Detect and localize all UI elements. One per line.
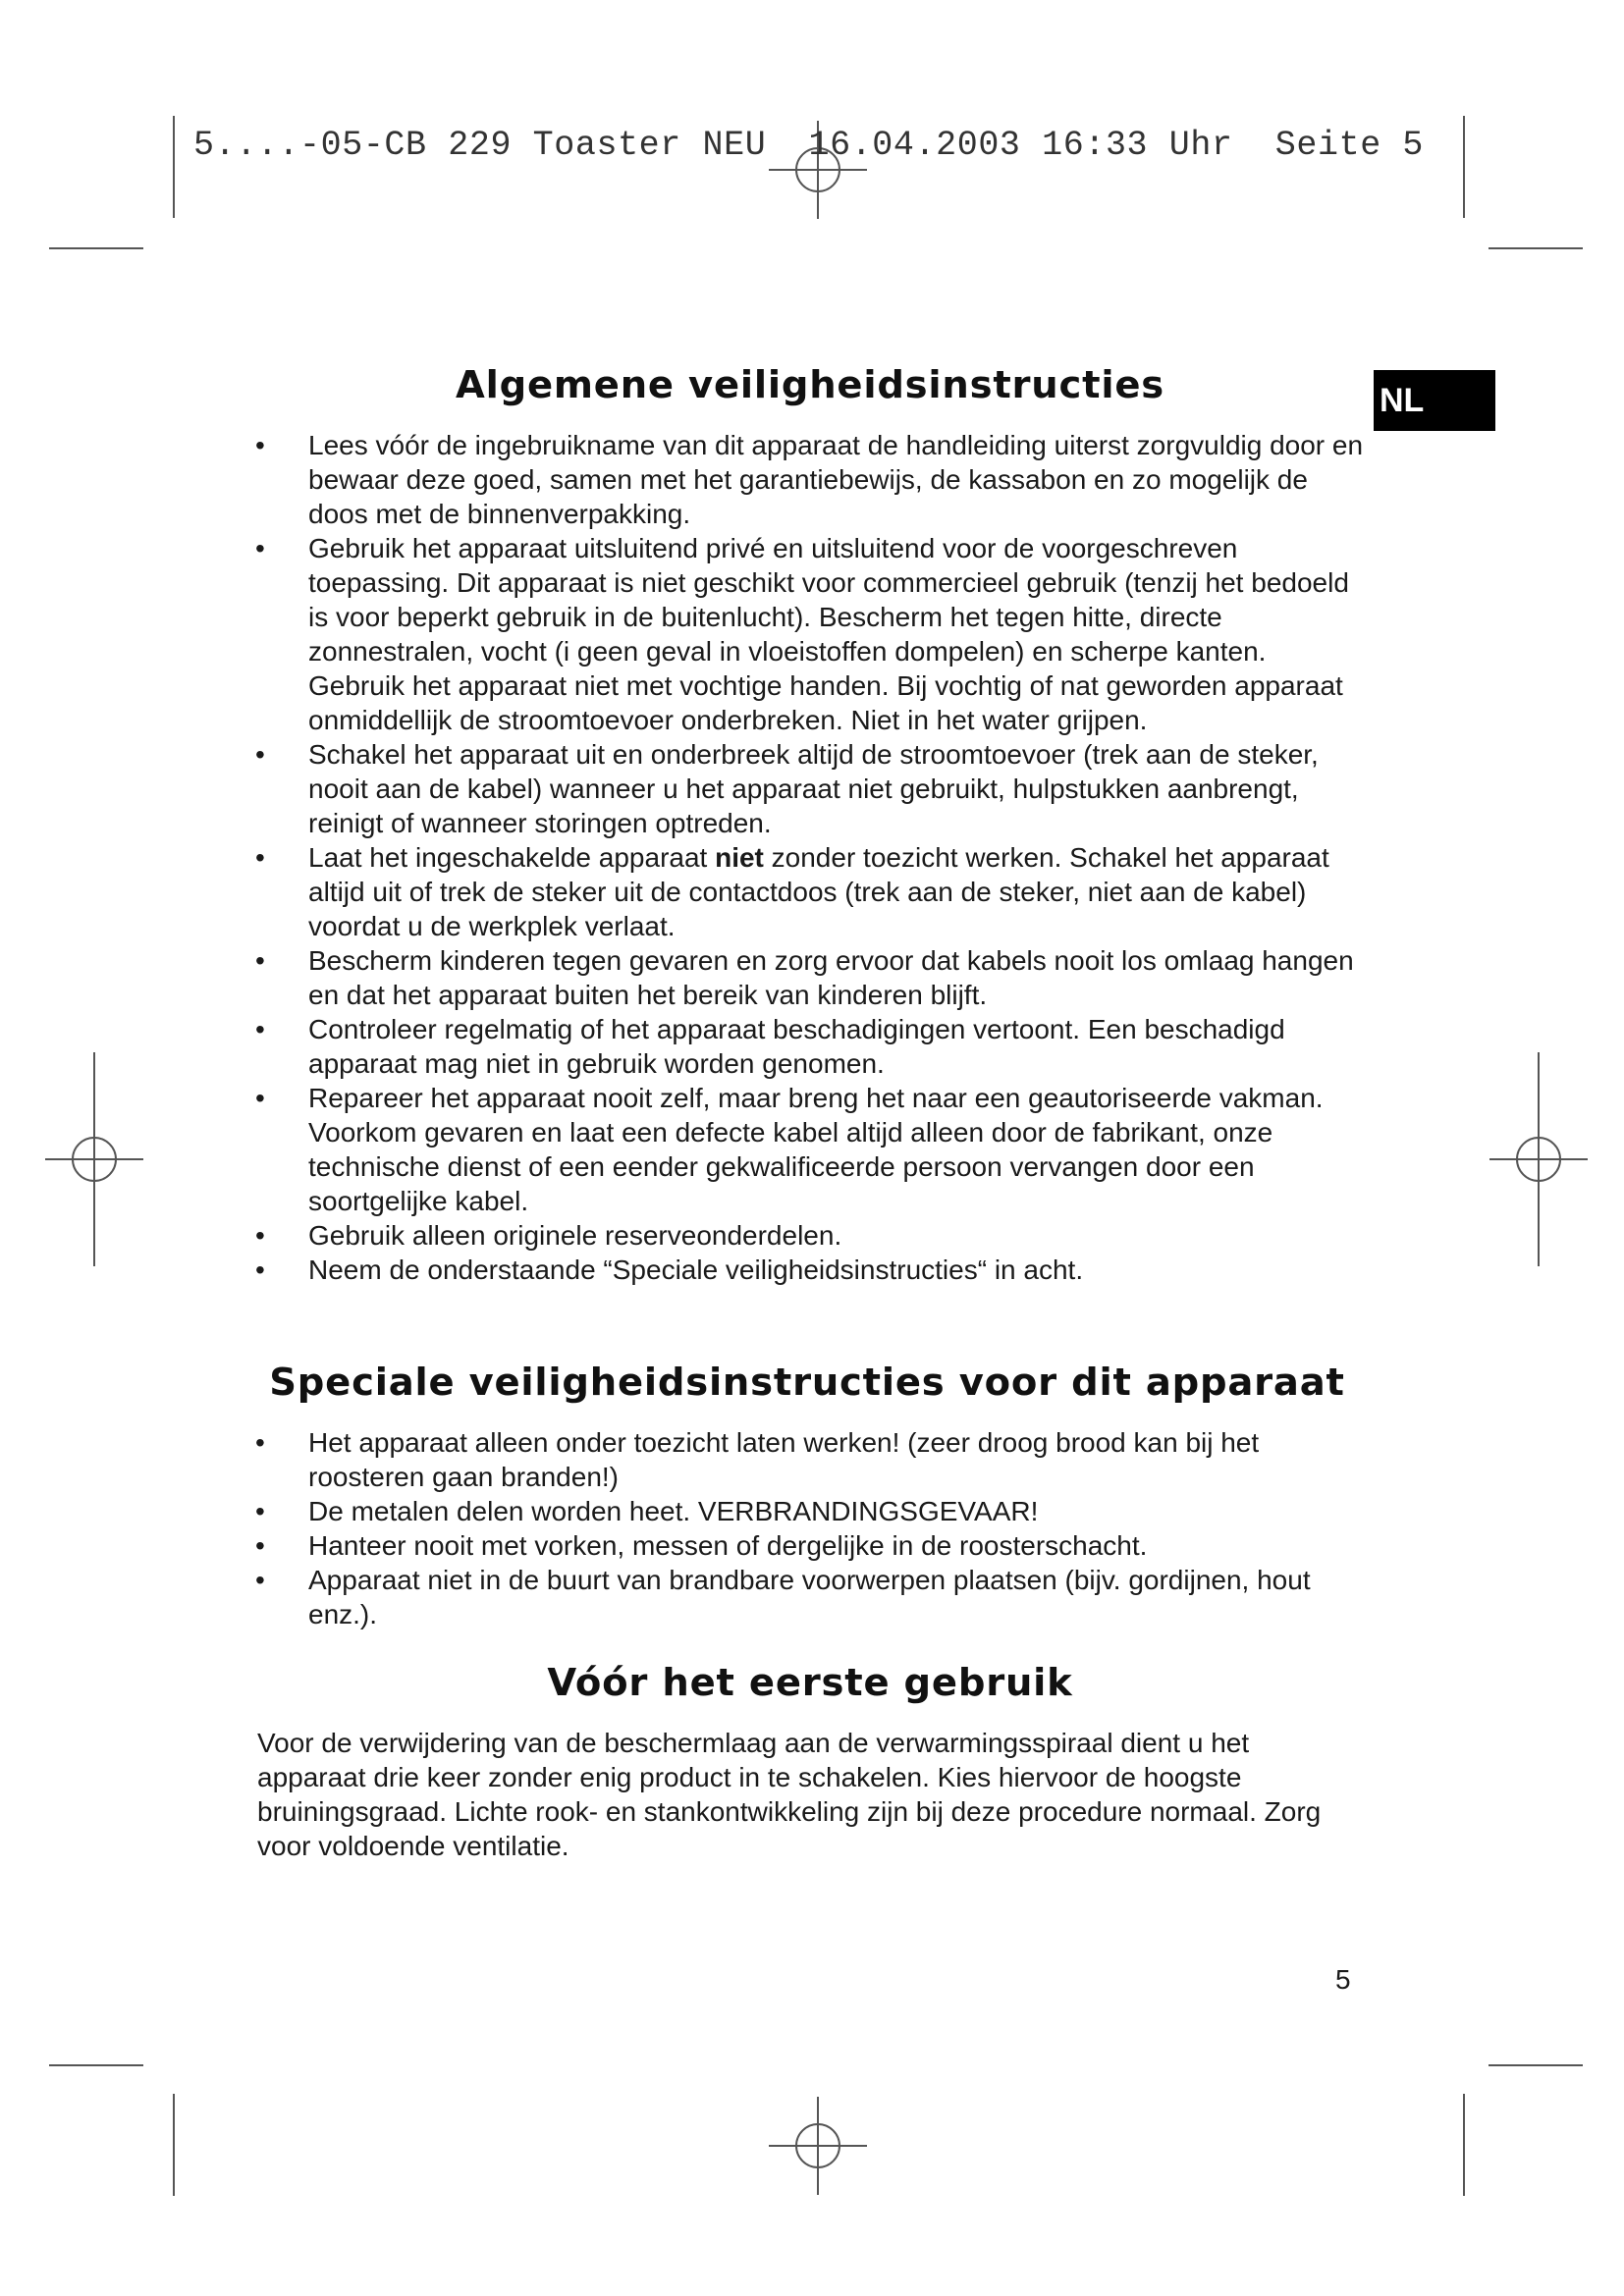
section-heading: Speciale veiligheidsinstructies voor dit apparaat: [269, 1361, 1345, 1405]
crop-mark: [173, 2094, 175, 2196]
crop-mark: [1489, 247, 1583, 249]
list-item: • De metalen delen worden heet. VERBRANDINGSGEVAAR!: [255, 1496, 1039, 1526]
list-item: • Laat het ingeschakelde apparaat niet zonder toezicht werken. Schakel het apparaat altijd uit of trek de steker uit de contactdoos (trek aan de steker, niet aan de kabel) voordat u de werkplek verlaat.: [255, 842, 1329, 941]
crop-mark: [49, 247, 143, 249]
list-item: • Neem de onderstaande “Speciale veiligheidsinstructies“ in acht.: [255, 1255, 1084, 1285]
registration-mark-icon: [769, 2097, 867, 2195]
list-item-text: Gebruik alleen originele reserveonderdelen.: [308, 1220, 842, 1251]
language-tab: NL: [1374, 370, 1495, 431]
page-number: 5: [1335, 1964, 1351, 1995]
list-item-text: De metalen delen worden heet. VERBRANDINGSGEVAAR!: [308, 1496, 1039, 1526]
crop-mark: [173, 116, 175, 218]
crop-mark: [1489, 2064, 1583, 2066]
print-slug-line: 5....-05-CB 229 Toaster NEU 16.04.2003 16:33 Uhr Seite 5: [193, 126, 1424, 165]
list-item: • Apparaat niet in de buurt van brandbare voorwerpen plaatsen (bijv. gordijnen, hout enz.).: [255, 1565, 1311, 1629]
list-item-text: Het apparaat alleen onder toezicht laten werken! (zeer droog brood kan bij het roosteren gaan branden!): [308, 1427, 1260, 1492]
section-heading: Vóór het eerste gebruik: [547, 1661, 1073, 1705]
crop-mark: [93, 1052, 95, 1266]
general-safety-list: [255, 428, 1370, 1287]
section-heading: Algemene veiligheidsinstructies: [456, 363, 1164, 407]
list-item-text: Lees vóór de ingebruikname van dit apparaat de handleiding uiterst zorgvuldig door en bewaar deze goed, samen met het garantiebewijs, de kassabon en zo mogelijk de doos met de binnenverpakking.: [308, 430, 1364, 529]
list-item: • Bescherm kinderen tegen gevaren en zorg ervoor dat kabels nooit los omlaag hangen en dat het apparaat buiten het bereik van kinderen blijft.: [255, 945, 1354, 1010]
crop-mark: [1463, 116, 1465, 218]
body-paragraph: Voor de verwijdering van de beschermlaag aan de verwarmingsspiraal dient u het apparaat drie keer zonder enig product in te schakelen. Kies hiervoor de hoogste bruiningsgraad. Lichte rook- en stankontwikkeling zijn bij deze procedure normaal. Zorg voor voldoende ventilatie.: [257, 1728, 1322, 1861]
list-item: • Hanteer nooit met vorken, messen of dergelijke in de roosterschacht.: [255, 1530, 1148, 1561]
list-item-text: Hanteer nooit met vorken, messen of dergelijke in de roosterschacht.: [308, 1530, 1148, 1561]
list-item: • Gebruik alleen originele reserveonderdelen.: [255, 1220, 842, 1251]
list-item-text: Neem de onderstaande “Speciale veiligheidsinstructies“ in acht.: [308, 1255, 1084, 1285]
list-item-text: Bescherm kinderen tegen gevaren en zorg ervoor dat kabels nooit los omlaag hangen en dat het apparaat buiten het bereik van kinderen blijft.: [308, 945, 1354, 1010]
list-item: • Gebruik het apparaat uitsluitend privé en uitsluitend voor de voorgeschreven toepassing. Dit apparaat is niet geschikt voor commercieel gebruik (tenzij het bedoeld is voor beperkt gebruik in de buitenlucht). Bescherm het tegen hitte, directe zonnestralen, vocht (i geen geval in vloeistoffen dompelen) en scherpe kanten. Gebruik het apparaat niet met vochtige handen. Bij vochtig of nat geworden apparaat onmiddellijk de stroomtoevoer onderbreken. Niet in het water grijpen.: [255, 533, 1349, 735]
list-item: • Schakel het apparaat uit en onderbreek altijd de stroomtoevoer (trek aan de steker, nooit aan de kabel) wanneer u het apparaat niet gebruikt, hulpstukken aanbrengt, reinigt of wanneer storingen optreden.: [255, 739, 1319, 838]
list-item-text: Controleer regelmatig of het apparaat beschadigingen vertoont. Een beschadigd apparaat mag niet in gebruik worden genomen.: [308, 1014, 1285, 1079]
list-item-text: Repareer het apparaat nooit zelf, maar breng het naar een geautoriseerde vakman. Voorkom gevaren en laat een defecte kabel altijd alleen door de fabrikant, onze technische dienst of een eender gekwalificeerde persoon vervangen door een soortgelijke kabel.: [308, 1083, 1324, 1216]
list-item: • Lees vóór de ingebruikname van dit apparaat de handleiding uiterst zorgvuldig door en bewaar deze goed, samen met het garantiebewijs, de kassabon en zo mogelijk de doos met de binnenverpakking.: [255, 430, 1364, 529]
list-item-text: Gebruik het apparaat uitsluitend privé en uitsluitend voor de voorgeschreven toepassing. Dit apparaat is niet geschikt voor commercieel gebruik (tenzij het bedoeld is voor beperkt gebruik in de buitenlucht). Bescherm het tegen hitte, directe zonnestralen, vocht (i geen geval in vloeistoffen dompelen) en scherpe kanten. Gebruik het apparaat niet met vochtige handen. Bij vochtig of nat geworden apparaat onmiddellijk de stroomtoevoer onderbreken. Niet in het water grijpen.: [308, 533, 1349, 735]
crop-mark: [1463, 2094, 1465, 2196]
list-item: • Controleer regelmatig of het apparaat beschadigingen vertoont. Een beschadigd apparaat mag niet in gebruik worden genomen.: [255, 1014, 1285, 1079]
crop-mark: [1538, 1052, 1540, 1266]
crop-mark: [49, 2064, 143, 2066]
emphasis-text: niet: [715, 842, 764, 873]
list-item-text: Laat het ingeschakelde apparaat niet zonder toezicht werken. Schakel het apparaat altijd uit of trek de steker uit de contactdoos (trek aan de steker, niet aan de kabel) voordat u de werkplek verlaat.: [308, 842, 1329, 941]
special-safety-list: [255, 1425, 1370, 1631]
list-item-text: Schakel het apparaat uit en onderbreek altijd de stroomtoevoer (trek aan de steker, nooit aan de kabel) wanneer u het apparaat niet gebruikt, hulpstukken aanbrengt, reinigt of wanneer storingen optreden.: [308, 739, 1319, 838]
list-item: • Repareer het apparaat nooit zelf, maar breng het naar een geautoriseerde vakman. Voorkom gevaren en laat een defecte kabel altijd alleen door de fabrikant, onze technische dienst of een eender gekwalificeerde persoon vervangen door een soortgelijke kabel.: [255, 1083, 1324, 1216]
list-item: • Het apparaat alleen onder toezicht laten werken! (zeer droog brood kan bij het roosteren gaan branden!): [255, 1427, 1260, 1492]
list-item-text: Apparaat niet in de buurt van brandbare voorwerpen plaatsen (bijv. gordijnen, hout enz.).: [308, 1565, 1311, 1629]
